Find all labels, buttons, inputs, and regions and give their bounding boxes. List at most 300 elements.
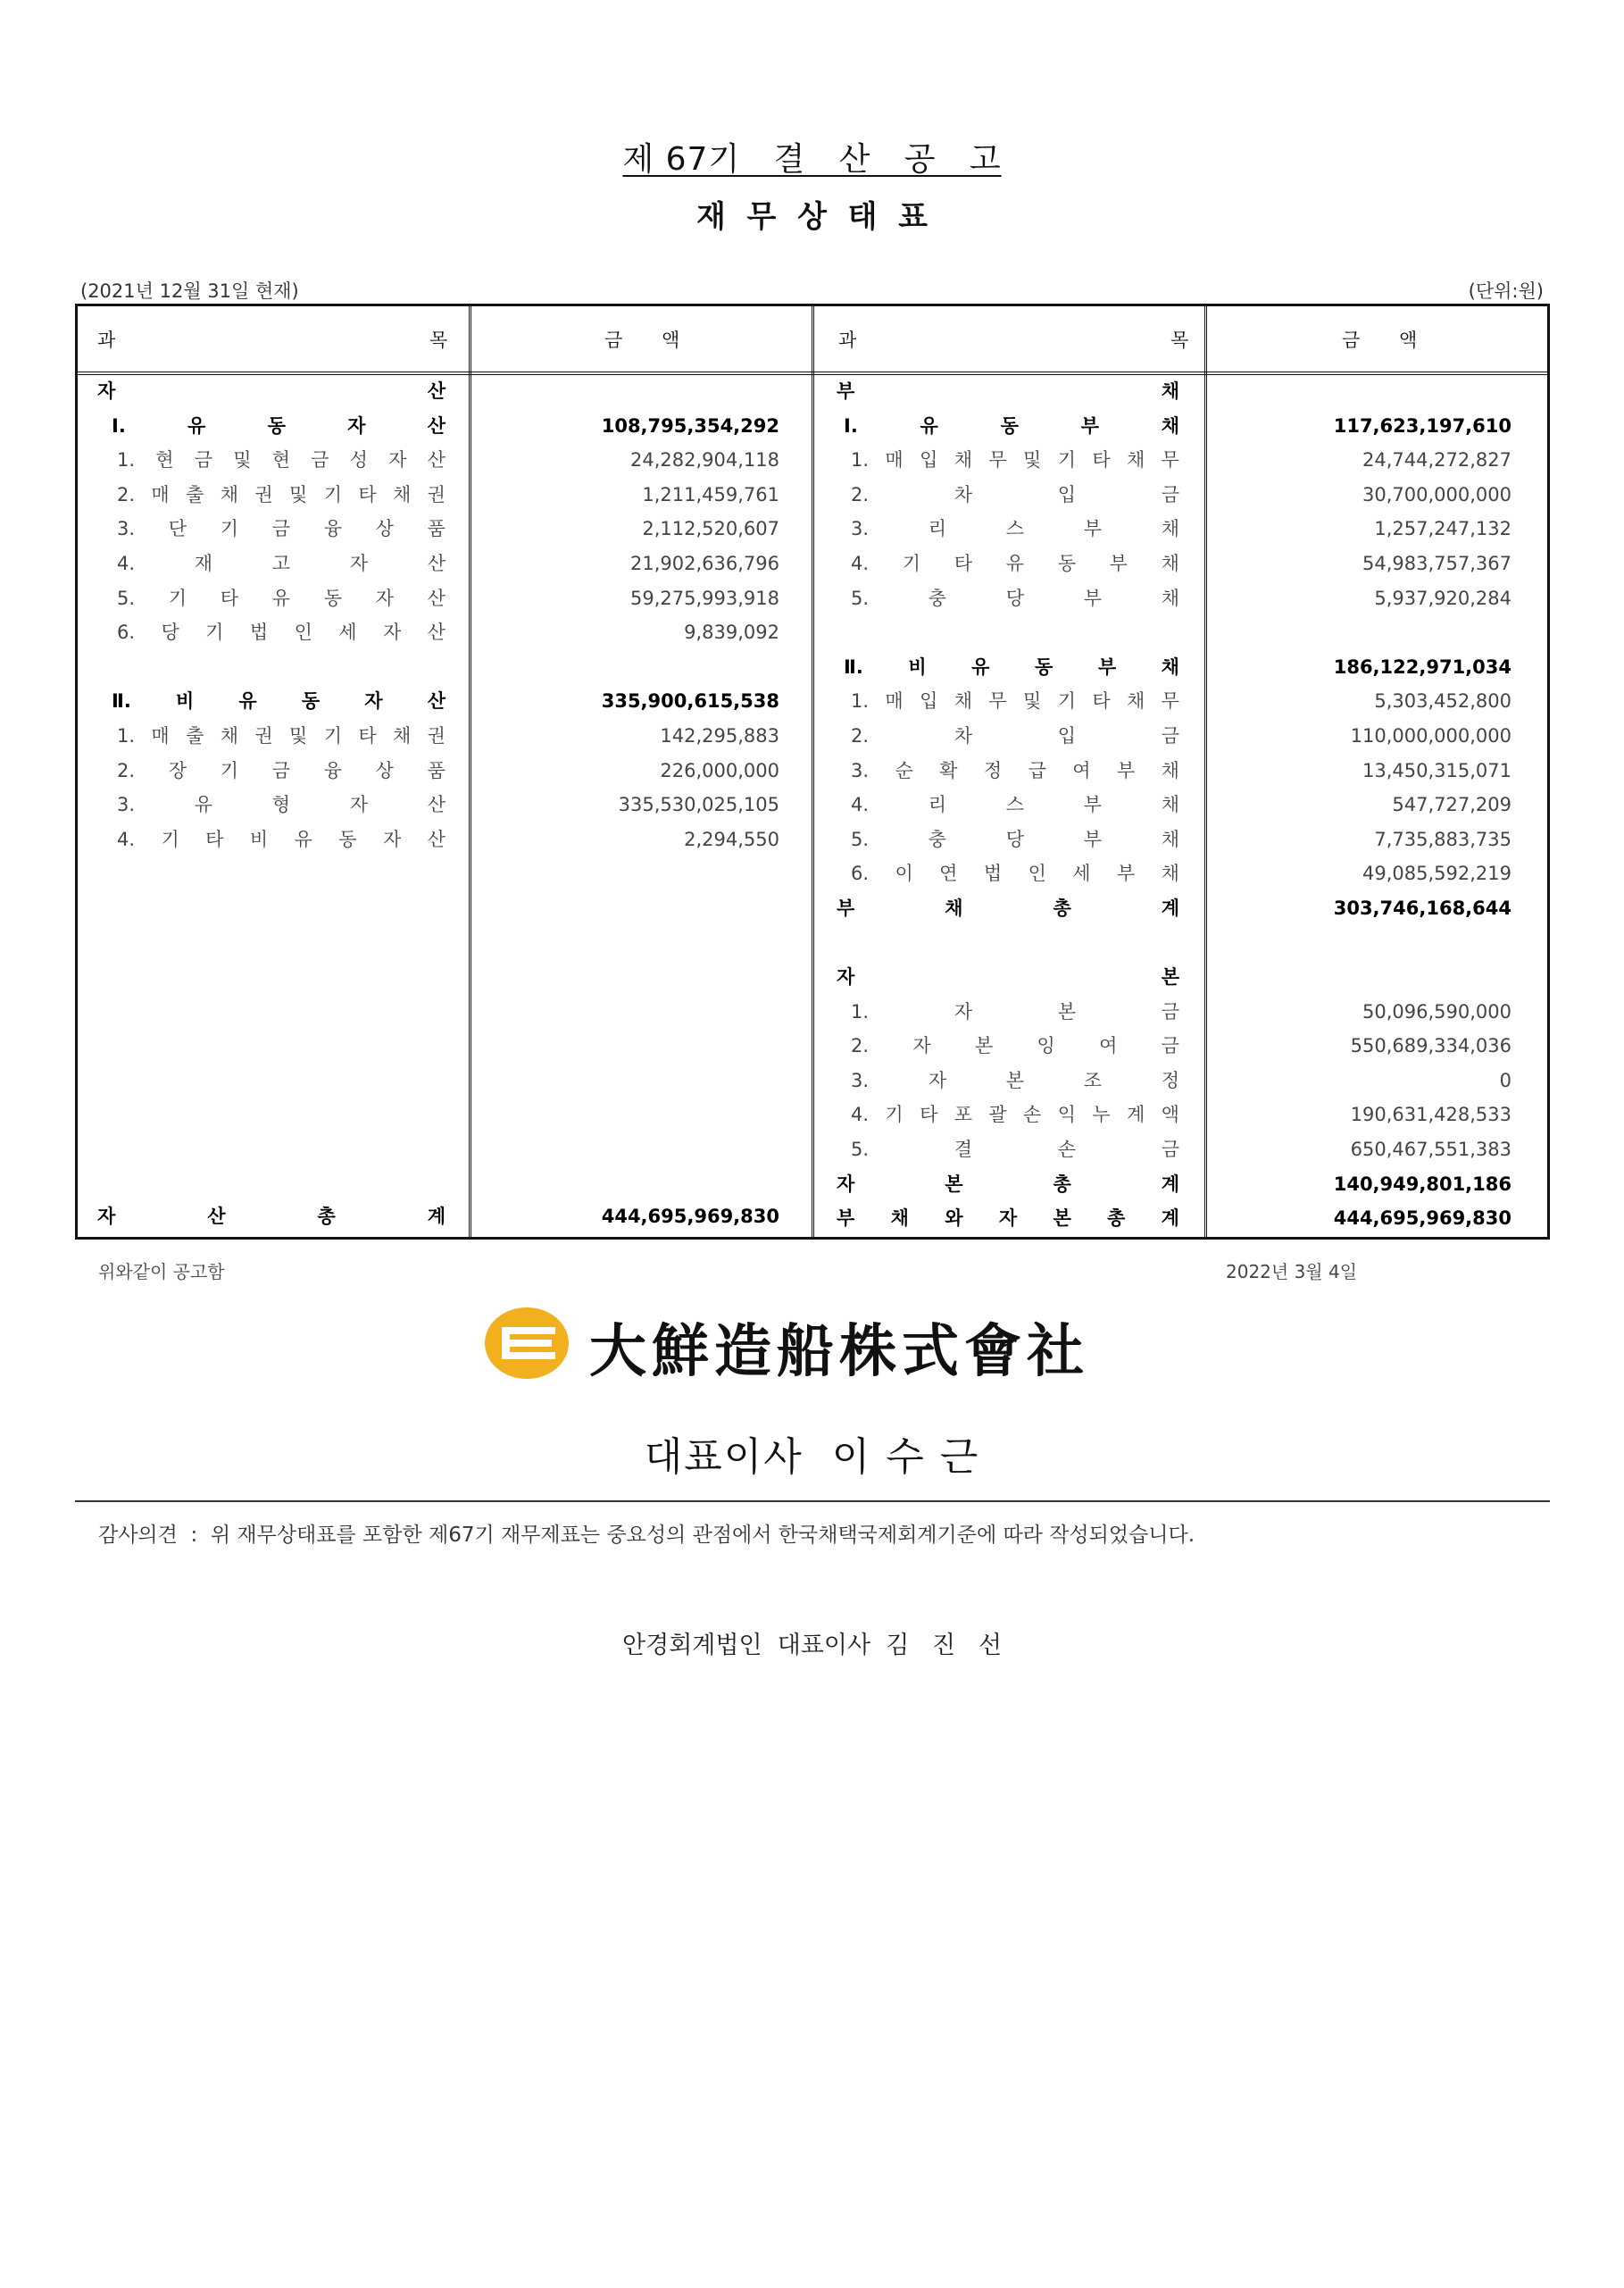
table-row [812,719,1553,754]
row-label [851,443,1179,478]
table-row [78,374,812,409]
table-row [78,512,812,547]
table-row [812,374,1553,409]
row-label [851,512,1179,547]
row-label-char: 채 [1161,380,1179,402]
table-row [812,788,1553,823]
row-label-char: Ⅱ. [112,690,131,713]
row-label-char: 4. [117,552,136,574]
row-label-char: 타 [954,552,973,574]
row-amount: 5,937,920,284 [1374,587,1512,609]
row-label [117,823,446,857]
row-label-char: 유 [920,414,938,437]
row-label [112,409,446,444]
row-label [837,1167,1179,1202]
row-amount: 2,112,520,607 [642,518,779,540]
header-amount-left-2: 액 [662,330,680,351]
row-label-char: 본 [945,1173,963,1195]
table-row [78,581,812,616]
row-label-char: 5. [851,587,870,609]
row-label-char: 채 [1161,587,1179,609]
audit-opinion: 감사의견 : 위 재무상태표를 포함한 제67기 재무제표는 중요성의 관점에서 한국채택국제회계기준에 따라 작성되었습니다. [98,1524,1195,1547]
row-amount: 5,303,452,800 [1374,690,1512,713]
row-label-char: 충 [928,587,947,609]
row-label-char: 기 [323,724,342,747]
company-name: 大鮮造船株式會社 [589,1318,1089,1385]
row-label-char: 연 [939,863,958,885]
row-label-char: 계 [1161,1207,1179,1230]
row-label-char: 품 [427,759,446,781]
row-label-char: 채 [954,690,973,713]
table-row [78,547,812,581]
table-row [812,1098,1553,1132]
row-label [117,478,446,513]
row-label-char: 산 [427,414,446,437]
row-label [851,856,1179,891]
notice-title: 제 67기 결 산 공 고 [622,141,1002,178]
table-row [78,719,812,754]
row-label [851,581,1179,616]
row-label [851,684,1179,719]
row-label [851,719,1179,754]
row-label-char: 손 [1057,1139,1077,1161]
row-label-char: 3. [851,759,870,781]
row-label-char: 순 [895,759,913,781]
row-label-char: 타 [220,587,239,609]
ceo-name: 대표이사 이 수 근 [644,1434,980,1480]
row-label-char: 유 [194,794,213,816]
liabilities-column [812,374,1553,1236]
row-label-char: 자 [347,414,366,437]
row-label-char: 입 [1057,483,1077,505]
row-label-char: 6. [117,622,136,644]
row-label-char: 본 [974,1035,994,1057]
row-label [851,478,1179,513]
row-label-char: 채 [1161,759,1179,781]
row-label-char: 금 [1161,724,1179,747]
row-label-char: 인 [1028,863,1046,885]
table-row [812,409,1553,444]
row-amount: 444,695,969,830 [601,1206,779,1227]
row-label-char: 및 [233,449,252,472]
row-label-char: 4. [117,828,136,850]
row-label-char: 금 [271,759,290,781]
table-row [812,823,1553,857]
row-label-char: 상 [375,759,394,781]
row-label-char: 장 [168,759,187,781]
row-label-char: 익 [1057,1104,1076,1126]
row-amount: 550,689,334,036 [1350,1035,1512,1057]
row-label-char: 자 [382,828,402,850]
row-label-char: 유 [294,828,312,850]
row-label-char: 산 [427,794,446,816]
row-label-char: 총 [1053,1173,1071,1195]
header-item-right-2: 목 [1170,330,1189,351]
row-label-char: 부 [1097,656,1117,678]
row-label-char: 형 [271,794,291,816]
company-logo-icon [482,1306,571,1381]
row-amount: 13,450,315,071 [1362,759,1512,781]
row-label-char: 부 [1083,587,1102,609]
row-label-char: 정 [1161,1069,1179,1091]
row-label-char: 본 [1057,1000,1077,1023]
row-label-char: 총 [1107,1207,1126,1230]
row-label [117,719,446,754]
row-amount: 547,727,209 [1392,794,1512,816]
row-label-char: 동 [267,414,286,437]
row-label-char: 유 [187,414,206,437]
row-label-char: 비 [175,690,195,713]
row-label-char: 부 [1116,863,1136,885]
row-label-char: 유 [271,587,290,609]
table-row [812,512,1553,547]
row-label-char: 동 [1000,414,1019,437]
row-amount: 186,122,971,034 [1333,656,1512,678]
row-label [837,960,1179,995]
table-row [812,615,1553,650]
assets-total-row [78,1199,812,1234]
row-amount: 444,695,969,830 [1333,1207,1512,1230]
row-label-char: 채 [1127,690,1145,713]
row-label-char: 계 [427,1206,446,1227]
row-label-char: 채 [393,724,412,747]
row-amount: 650,467,551,383 [1350,1139,1512,1161]
row-label-char: 법 [249,622,269,644]
row-label-char: 1. [851,1000,870,1023]
row-label-char: 무 [988,690,1007,713]
row-label-char: 리 [928,518,947,540]
row-label-char: 부 [1083,828,1102,850]
row-amount: 142,295,883 [660,724,779,747]
row-label-char: 조 [1083,1069,1102,1091]
row-amount: 303,746,168,644 [1333,897,1512,919]
row-label-char: 산 [427,380,446,402]
row-label-char: 융 [323,518,342,540]
row-label-char: 기 [220,759,239,781]
row-label-char: 차 [954,483,973,505]
row-label-char: 4. [851,552,870,574]
row-label-char: 자 [97,380,116,402]
row-label-char: 자 [912,1035,931,1057]
row-label-char: 스 [1005,794,1025,816]
row-label-char: 매 [885,449,904,472]
row-label-char: 유 [238,690,257,713]
row-label-char: 급 [1028,759,1046,781]
row-label-char: 타 [920,1104,938,1126]
row-label-char: 채 [1161,794,1179,816]
row-label-char: 2. [851,483,870,505]
row-label-char: 동 [338,828,357,850]
table-row [812,1201,1553,1236]
row-label-char: 유 [971,656,990,678]
row-amount: 117,623,197,610 [1333,414,1512,437]
balance-sheet-table [75,304,1550,1240]
row-label-char: 금 [194,449,213,472]
table-row [78,615,812,650]
row-label-char: 산 [427,622,446,644]
row-label-char: 기 [1057,449,1076,472]
row-label-char: 1. [851,690,870,713]
row-label-char: 1. [117,724,136,747]
table-row [812,650,1553,685]
row-label-char: 금 [1161,1035,1179,1057]
row-label-char: 비 [249,828,269,850]
table-row [812,891,1553,926]
row-label [851,1064,1179,1098]
row-label-char: 매 [151,483,170,505]
row-label [837,891,1179,926]
row-label-char: 기 [168,587,187,609]
table-row [812,960,1553,995]
row-label-char: 2. [117,759,136,781]
row-label-char: 타 [1092,449,1111,472]
row-label-char: 이 [895,863,913,885]
row-label [837,1201,1179,1236]
row-label [97,1199,446,1234]
row-label-char: 채 [1161,656,1179,678]
row-label-char: 자 [382,622,402,644]
row-label-char: 비 [908,656,927,678]
table-row [78,684,812,719]
row-label-char: 융 [323,759,342,781]
row-label-char: 손 [1023,1104,1042,1126]
row-label-char: 3. [851,518,870,540]
row-label-char: 입 [920,690,938,713]
row-label-char: 당 [161,622,179,644]
row-label-char: 잉 [1037,1035,1055,1057]
statement-title: 재 무 상 태 표 [696,199,928,235]
row-label-char: 기 [220,518,239,540]
row-label-char: 계 [1127,1104,1145,1126]
table-row [812,684,1553,719]
row-label-char: 금 [271,518,290,540]
row-label-char: 자 [928,1069,947,1091]
row-label-char: 충 [928,828,947,850]
table-row [812,754,1553,789]
row-label [851,788,1179,823]
row-label-char: 5. [851,1139,870,1161]
row-label-char: 당 [1005,587,1025,609]
row-label-char: 1. [117,449,136,472]
row-label-char: 기 [161,828,179,850]
row-label-char: 채 [393,483,412,505]
as-of-date: (2021년 12월 31일 현재) [80,280,299,302]
row-label-char: 채 [1127,449,1145,472]
row-label-char: 자 [837,966,855,989]
row-label-char: 5. [851,828,870,850]
row-label-char: 세 [1072,863,1091,885]
row-label-char: 매 [885,690,904,713]
row-label-char: 부 [1083,794,1102,816]
row-label-char: 산 [427,552,446,574]
row-label-char: 권 [254,483,273,505]
row-label [851,995,1179,1030]
table-row [812,1167,1553,1202]
row-label-char: 현 [155,449,174,472]
row-label-char: 재 [194,552,213,574]
row-label-char: 및 [1023,449,1042,472]
row-label-char: 상 [375,518,394,540]
row-label [844,409,1179,444]
table-row [812,926,1553,961]
row-label-char: 계 [1161,897,1179,919]
row-label [97,374,446,409]
table-row [812,581,1553,616]
row-label-char: 및 [289,724,308,747]
header-amount-right-2: 액 [1399,330,1418,351]
row-label-char: 기 [205,622,224,644]
header-amount-left-1: 금 [604,330,623,351]
row-label-char: 매 [151,724,170,747]
row-label-char: 자 [349,552,368,574]
row-label-char: 고 [271,552,291,574]
row-amount: 190,631,428,533 [1350,1104,1512,1126]
row-label-char: 인 [294,622,312,644]
row-label-char: 금 [311,449,329,472]
row-label-char: 채 [890,1207,909,1230]
row-amount: 226,000,000 [660,759,779,781]
row-label-char: 리 [928,794,947,816]
row-amount: 2,294,550 [684,828,779,850]
table-row [812,478,1553,513]
table-row [78,443,812,478]
row-label-char: Ⅰ. [844,414,858,437]
row-label-char: 자 [349,794,368,816]
row-label-char: Ⅰ. [112,414,126,437]
table-row [812,995,1553,1030]
row-label-char: 현 [271,449,290,472]
row-label-char: 동 [323,587,342,609]
row-label-char: 자 [837,1173,855,1195]
header-item-left-1: 과 [97,330,116,351]
table-row [812,1064,1553,1098]
row-amount: 50,096,590,000 [1362,1000,1512,1023]
row-amount: 59,275,993,918 [630,587,779,609]
row-amount: 54,983,757,367 [1362,552,1512,574]
row-label-char: 자 [375,587,394,609]
auditor-name: 안경회계법인 대표이사 김 진 선 [622,1632,1002,1659]
row-label [851,1029,1179,1064]
row-label-char: 여 [1072,759,1091,781]
table-row [812,547,1553,581]
row-label-char: Ⅱ. [844,656,863,678]
row-label-char: 권 [427,724,446,747]
row-label-char: 부 [1116,759,1136,781]
row-label-char: 동 [301,690,321,713]
row-amount: 1,257,247,132 [1374,518,1512,540]
row-label-char: 4. [851,1104,870,1126]
row-label-char: 6. [851,863,870,885]
row-label-char: 무 [988,449,1007,472]
row-label-char: 출 [186,724,204,747]
row-label-char: 부 [837,1207,855,1230]
row-label [851,1132,1179,1167]
row-amount: 30,700,000,000 [1362,483,1512,505]
row-label-char: 괄 [988,1104,1007,1126]
row-label [117,615,446,650]
unit-label: (단위:원) [1468,280,1544,302]
row-label-char: 타 [358,483,377,505]
row-label-char: 스 [1005,518,1025,540]
row-label-char: 와 [945,1207,963,1230]
table-row [78,754,812,789]
row-label-char: 차 [954,724,973,747]
row-label-char: 산 [427,828,446,850]
row-label [117,754,446,789]
row-label-char: 채 [1161,552,1179,574]
row-label [117,443,446,478]
row-label-char: 금 [1161,1000,1179,1023]
table-row [812,443,1553,478]
row-label-char: 본 [1161,966,1179,989]
header-amount-right-1: 금 [1342,330,1361,351]
row-label-char: 산 [207,1206,226,1227]
table-row [78,788,812,823]
header-item-right-1: 과 [838,330,857,351]
row-label [851,1098,1179,1132]
row-amount: 335,530,025,105 [618,794,779,816]
header-item-left-2: 목 [429,330,448,351]
table-row [78,478,812,513]
row-label-char: 부 [1109,552,1128,574]
row-label-char: 타 [1092,690,1111,713]
row-label-char: 출 [186,483,204,505]
row-amount: 49,085,592,219 [1362,863,1512,885]
row-label-char: 채 [945,897,963,919]
row-label [117,581,446,616]
row-amount: 7,735,883,735 [1374,828,1512,850]
row-label-char: 채 [220,483,239,505]
row-label-char: 세 [338,622,357,644]
row-label-char: 자 [954,1000,973,1023]
row-label-char: 품 [427,518,446,540]
row-label-char: 총 [1053,897,1071,919]
row-amount: 0 [1499,1069,1512,1091]
row-label-char: 2. [117,483,136,505]
table-row [78,823,812,857]
row-label-char: 2. [851,1035,870,1057]
table-row [812,856,1553,891]
row-label-char: 채 [220,724,239,747]
row-label [837,374,1179,409]
row-label-char: 채 [1161,863,1179,885]
row-amount: 140,949,801,186 [1333,1173,1512,1195]
row-amount: 1,211,459,761 [642,483,779,505]
row-label-char: 4. [851,794,870,816]
row-label-char: 입 [1057,724,1077,747]
row-label-char: 본 [1053,1207,1071,1230]
row-label-char: 타 [205,828,224,850]
row-label-char: 기 [885,1104,904,1126]
row-amount: 108,795,354,292 [601,414,779,437]
row-label-char: 자 [388,449,407,472]
row-label-char: 산 [427,690,446,713]
row-label-char: 채 [1161,828,1179,850]
row-label-char: 금 [1161,1139,1179,1161]
row-label-char: 결 [954,1139,973,1161]
row-label-char: 자 [97,1206,116,1227]
row-label-char: 채 [954,449,973,472]
row-label-char: 3. [851,1069,870,1091]
divider [75,1500,1550,1502]
row-label-char: 총 [317,1206,336,1227]
row-amount: 9,839,092 [684,622,779,644]
row-label-char: 5. [117,587,136,609]
row-label-char: 단 [168,518,187,540]
row-label-char: 권 [254,724,273,747]
table-row [812,1132,1553,1167]
table-row [812,1029,1553,1064]
